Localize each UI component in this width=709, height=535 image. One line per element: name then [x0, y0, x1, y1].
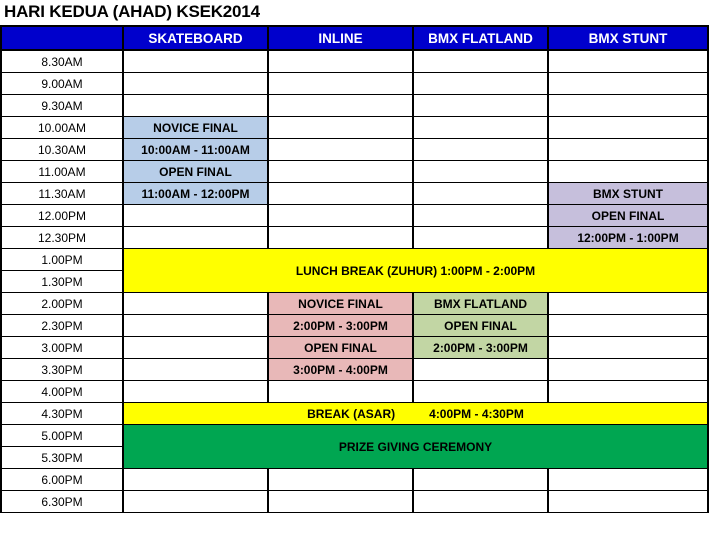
time-label: 4.30PM: [1, 403, 123, 425]
cell-bmx-flatland: [413, 73, 548, 95]
time-label: 2.00PM: [1, 293, 123, 315]
cell-bmx-stunt: [548, 139, 708, 161]
time-label: 11.00AM: [1, 161, 123, 183]
cell-bmx-stunt: [548, 293, 708, 315]
event-inline-novice-final-title: NOVICE FINAL: [268, 293, 413, 315]
time-label: 8.30AM: [1, 50, 123, 73]
event-bmx-stunt-title: BMX STUNT: [548, 183, 708, 205]
event-bmx-flatland-time: 2:00PM - 3:00PM: [413, 337, 548, 359]
cell-inline: [268, 205, 413, 227]
cell-inline: [268, 381, 413, 403]
cell-bmx-stunt: [548, 381, 708, 403]
time-label: 1.00PM: [1, 249, 123, 271]
cell-skateboard: [123, 205, 268, 227]
table-row: [1, 95, 708, 117]
event-skateboard-novice-final-title: NOVICE FINAL: [123, 117, 268, 139]
cell-bmx-flatland: [413, 139, 548, 161]
event-bmx-flatland-title: BMX FLATLAND: [413, 293, 548, 315]
event-lunch-break: LUNCH BREAK (ZUHUR) 1:00PM - 2:00PM: [123, 249, 708, 293]
schedule-table: [0, 25, 709, 513]
event-skateboard-novice-final-time: 10:00AM - 11:00AM: [123, 139, 268, 161]
cell-skateboard: [123, 359, 268, 381]
time-label: 4.00PM: [1, 381, 123, 403]
cell-inline: [268, 95, 413, 117]
cell-inline: [268, 491, 413, 513]
cell-inline: [268, 469, 413, 491]
event-prize-giving-ceremony: PRIZE GIVING CEREMONY: [123, 425, 708, 469]
table-row: [1, 381, 708, 403]
time-label: 3.00PM: [1, 337, 123, 359]
cell-bmx-flatland: [413, 183, 548, 205]
cell-inline: [268, 117, 413, 139]
cell-bmx-stunt: [548, 50, 708, 73]
cell-bmx-stunt: [548, 491, 708, 513]
event-bmx-stunt-subtitle: OPEN FINAL: [548, 205, 708, 227]
cell-inline: [268, 227, 413, 249]
cell-bmx-flatland: [413, 469, 548, 491]
event-skateboard-open-final-title: OPEN FINAL: [123, 161, 268, 183]
column-header-bmx-flatland: BMX FLATLAND: [413, 26, 548, 50]
cell-skateboard: [123, 315, 268, 337]
time-label: 2.30PM: [1, 315, 123, 337]
table-row: [1, 491, 708, 513]
cell-bmx-stunt: [548, 337, 708, 359]
table-row: [1, 249, 708, 271]
cell-bmx-flatland: [413, 50, 548, 73]
table-row: [1, 469, 708, 491]
time-label: 6.30PM: [1, 491, 123, 513]
cell-skateboard: [123, 337, 268, 359]
cell-bmx-flatland: [413, 491, 548, 513]
cell-skateboard: [123, 227, 268, 249]
time-label: 10.30AM: [1, 139, 123, 161]
cell-inline: [268, 50, 413, 73]
time-label: 1.30PM: [1, 271, 123, 293]
cell-bmx-flatland: [413, 205, 548, 227]
time-label: 6.00PM: [1, 469, 123, 491]
table-row: [1, 359, 708, 381]
table-row: [1, 139, 708, 161]
cell-bmx-flatland: [413, 117, 548, 139]
table-row: [1, 425, 708, 447]
event-inline-open-final-time: 3:00PM - 4:00PM: [268, 359, 413, 381]
column-header-inline: INLINE: [268, 26, 413, 50]
column-header-skateboard: SKATEBOARD: [123, 26, 268, 50]
table-row: [1, 403, 708, 425]
cell-skateboard: [123, 50, 268, 73]
time-label: 5.30PM: [1, 447, 123, 469]
table-row: [1, 73, 708, 95]
cell-bmx-stunt: [548, 161, 708, 183]
cell-bmx-flatland: [413, 95, 548, 117]
table-row: [1, 117, 708, 139]
table-row: [1, 293, 708, 315]
cell-bmx-stunt: [548, 315, 708, 337]
time-label: 9.30AM: [1, 95, 123, 117]
cell-skateboard: [123, 491, 268, 513]
event-bmx-stunt-time: 12:00PM - 1:00PM: [548, 227, 708, 249]
column-header-bmx-stunt: BMX STUNT: [548, 26, 708, 50]
cell-inline: [268, 161, 413, 183]
cell-skateboard: [123, 95, 268, 117]
time-label: 9.00AM: [1, 73, 123, 95]
event-break-asar: [123, 403, 708, 425]
cell-inline: [268, 73, 413, 95]
time-label: 10.00AM: [1, 117, 123, 139]
break-time: 4:00PM - 4:30PM: [429, 406, 524, 421]
cell-bmx-stunt: [548, 73, 708, 95]
cell-bmx-flatland: [413, 161, 548, 183]
table-row: [1, 337, 708, 359]
table-row: [1, 161, 708, 183]
time-label: 12.30PM: [1, 227, 123, 249]
cell-inline: [268, 139, 413, 161]
cell-inline: [268, 183, 413, 205]
table-row: [1, 205, 708, 227]
table-row: [1, 50, 708, 73]
time-label: 11.30AM: [1, 183, 123, 205]
time-label: 5.00PM: [1, 425, 123, 447]
cell-bmx-flatland: [413, 381, 548, 403]
cell-skateboard: [123, 469, 268, 491]
event-inline-novice-final-time: 2:00PM - 3:00PM: [268, 315, 413, 337]
cell-bmx-flatland: [413, 359, 548, 381]
cell-skateboard: [123, 381, 268, 403]
cell-bmx-stunt: [548, 469, 708, 491]
cell-bmx-flatland: [413, 227, 548, 249]
event-inline-open-final-title: OPEN FINAL: [268, 337, 413, 359]
page-title: HARI KEDUA (AHAD) KSEK2014: [4, 2, 260, 21]
cell-skateboard: [123, 73, 268, 95]
cell-bmx-stunt: [548, 95, 708, 117]
event-bmx-flatland-subtitle: OPEN FINAL: [413, 315, 548, 337]
column-header-time: [1, 26, 123, 50]
cell-bmx-stunt: [548, 117, 708, 139]
cell-bmx-stunt: [548, 359, 708, 381]
cell-skateboard: [123, 293, 268, 315]
table-row: [1, 315, 708, 337]
event-skateboard-open-final-time: 11:00AM - 12:00PM: [123, 183, 268, 205]
table-header-row: [1, 26, 708, 50]
time-label: 12.00PM: [1, 205, 123, 227]
time-label: 3.30PM: [1, 359, 123, 381]
break-label: BREAK (ASAR): [307, 406, 396, 421]
table-row: [1, 183, 708, 205]
table-row: [1, 227, 708, 249]
